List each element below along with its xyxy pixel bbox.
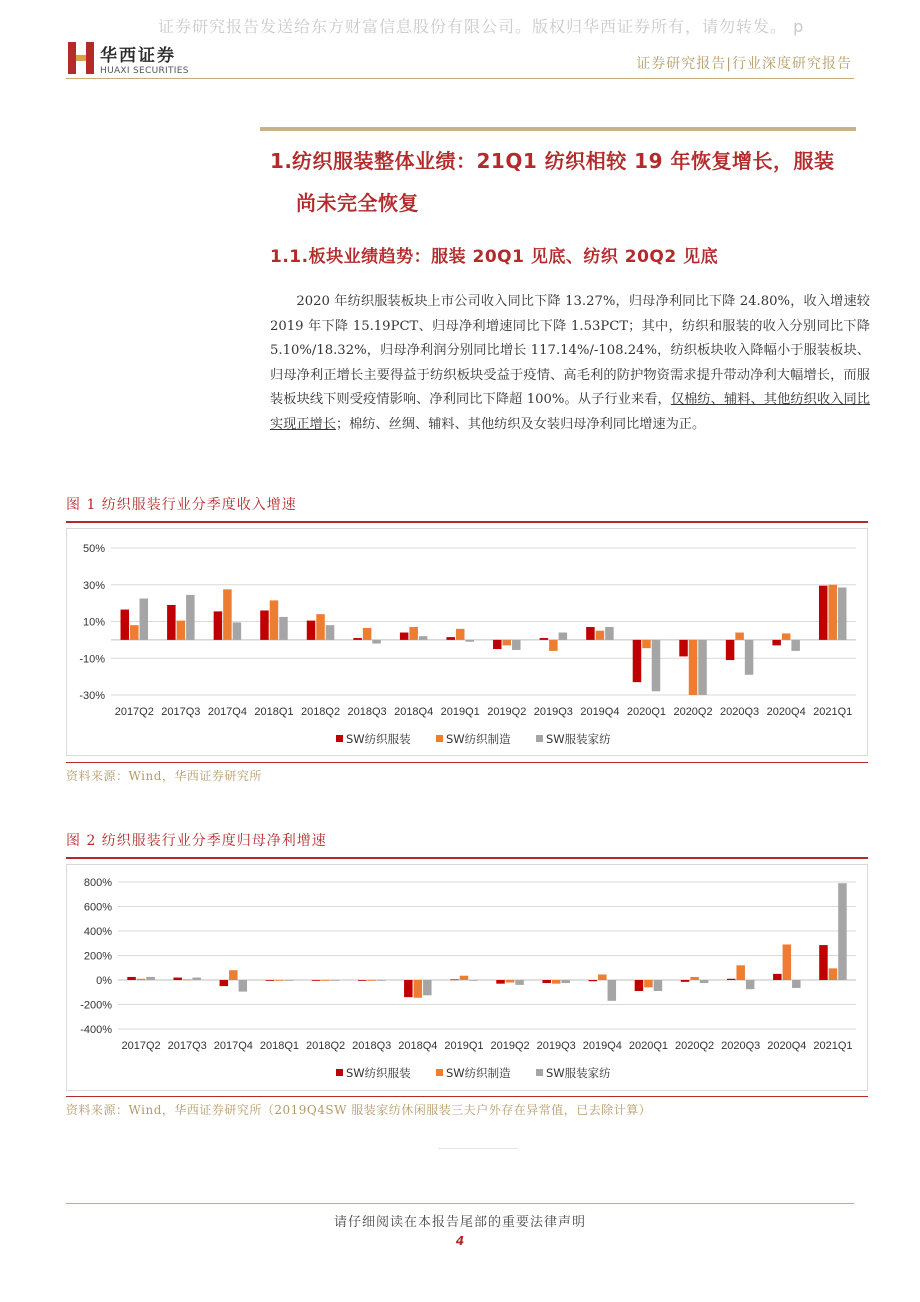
section-heading xyxy=(270,140,880,224)
fig2-bar xyxy=(423,980,432,995)
fig2-bar xyxy=(838,883,847,980)
fig1-bar xyxy=(465,640,474,642)
section-title-line1: 纺织服装整体业绩：21Q1 纺织相较 19 年恢复增长，服装 xyxy=(292,149,835,173)
fig2-ytick-label: -400% xyxy=(80,1024,112,1036)
fig1-bar xyxy=(791,640,800,651)
fig1-xtick-label: 2020Q1 xyxy=(626,706,667,718)
fig1-bar xyxy=(316,614,325,640)
fig2-xtick-label: 2019Q2 xyxy=(490,1040,530,1052)
fig2-ytick-label: -200% xyxy=(80,999,112,1012)
fig2-bar xyxy=(654,980,663,991)
fig2-bar xyxy=(542,980,551,983)
fig1-xtick-label: 2018Q1 xyxy=(254,706,294,718)
fig2-bar xyxy=(358,980,367,981)
fig1-xtick-label: 2020Q3 xyxy=(720,706,760,718)
fig2-bar xyxy=(137,979,146,980)
fig1-bar xyxy=(745,640,754,675)
section-rule xyxy=(260,127,856,131)
faint-divider xyxy=(438,1148,518,1149)
report-type: 证券研究报告|行业深度研究报告 xyxy=(636,56,852,72)
fig1-xtick-label: 2019Q3 xyxy=(533,706,573,718)
fig2-bar xyxy=(220,980,229,986)
fig1-bar xyxy=(223,589,232,640)
figure-1-source: 资料来源：Wind，华西证券研究所 xyxy=(66,769,262,783)
company-logo xyxy=(66,40,196,80)
fig2-bar xyxy=(496,980,505,984)
fig2-xtick-label: 2017Q2 xyxy=(121,1040,161,1052)
fig1-bar xyxy=(633,640,642,682)
fig2-bar xyxy=(266,980,275,981)
fig2-bar xyxy=(146,977,155,980)
fig1-bar xyxy=(372,640,381,644)
fig2-ytick-label: 400% xyxy=(83,926,112,938)
fig1-bar xyxy=(586,627,595,640)
figure-2-source: 资料来源：Wind，华西证券研究所（2019Q4SW 服装家纺休闲服装三夫户外存在异常值，已去除计算） xyxy=(66,1103,652,1117)
fig1-xtick-label: 2017Q4 xyxy=(207,706,247,718)
fig2-xtick-label: 2017Q3 xyxy=(167,1040,207,1052)
fig2-xtick-label: 2020Q3 xyxy=(721,1040,761,1052)
fig1-xtick-label: 2017Q3 xyxy=(161,706,201,718)
figure-1-title: 图 1 纺织服装行业分季度收入增速 xyxy=(66,497,297,513)
fig1-bar xyxy=(260,610,269,639)
watermark: 证券研究报告发送给东方财富信息股份有限公司。版权归华西证券所有，请勿转发。 p xyxy=(158,17,805,36)
figure-2-bottom-rule xyxy=(66,1096,868,1097)
fig2-xtick-label: 2017Q4 xyxy=(213,1040,253,1052)
fig1-xtick-label: 2017Q2 xyxy=(114,706,154,718)
fig1-bar xyxy=(307,621,316,640)
fig1-bar xyxy=(140,599,149,640)
logo-mark-icon xyxy=(66,40,96,76)
fig2-xtick-label: 2019Q1 xyxy=(444,1040,484,1052)
fig1-ytick-label: 50% xyxy=(82,543,105,555)
fig2-legend-swatch xyxy=(336,1069,343,1076)
logo-name-cn: 华西证券 xyxy=(100,46,176,66)
fig1-bar xyxy=(652,640,661,691)
fig1-bar xyxy=(642,640,651,648)
fig1-legend-label: SW服装家纺 xyxy=(546,732,611,746)
fig1-bar xyxy=(735,633,744,640)
fig1-bar xyxy=(363,628,372,640)
fig1-bar xyxy=(353,638,362,640)
fig2-ytick-label: 0% xyxy=(96,975,112,987)
fig1-bar xyxy=(446,637,455,640)
fig2-bar xyxy=(792,980,801,988)
page-number: 4 xyxy=(455,1234,465,1248)
fig1-xtick-label: 2019Q2 xyxy=(487,706,527,718)
fig1-bar xyxy=(279,617,288,640)
fig1-bar xyxy=(679,640,688,657)
fig2-bar xyxy=(173,978,182,980)
fig1-bar xyxy=(400,633,409,640)
fig1-bar xyxy=(605,627,614,640)
fig1-legend-swatch xyxy=(336,735,343,742)
body-paragraph xyxy=(270,290,870,437)
figure-2-title: 图 2 纺织服装行业分季度归母净利增速 xyxy=(66,833,327,849)
fig2-legend-swatch xyxy=(536,1069,543,1076)
fig1-xtick-label: 2020Q2 xyxy=(673,706,713,718)
fig2-bar xyxy=(469,980,478,981)
fig1-bar xyxy=(838,588,847,640)
fig1-bar xyxy=(540,638,549,640)
fig2-bar xyxy=(414,980,423,998)
fig2-xtick-label: 2018Q3 xyxy=(352,1040,392,1052)
fig2-bar xyxy=(239,980,248,992)
fig2-xtick-label: 2018Q4 xyxy=(398,1040,438,1052)
fig1-bar xyxy=(456,629,465,640)
fig1-bar xyxy=(819,586,828,640)
fig2-bar xyxy=(690,977,699,980)
fig2-bar xyxy=(829,968,838,980)
fig2-bar xyxy=(275,980,284,981)
fig1-legend-swatch xyxy=(536,735,543,742)
fig1-bar xyxy=(233,622,242,639)
fig2-bar xyxy=(561,980,570,983)
fig1-xtick-label: 2019Q4 xyxy=(580,706,620,718)
fig1-bar xyxy=(596,631,605,640)
fig1-xtick-label: 2018Q3 xyxy=(347,706,387,718)
fig2-bar xyxy=(515,980,524,985)
fig2-xtick-label: 2020Q1 xyxy=(628,1040,669,1052)
fig1-bar xyxy=(512,640,521,650)
fig2-legend-label: SW纺织服装 xyxy=(346,1066,411,1080)
fig2-ytick-label: 600% xyxy=(83,901,112,914)
fig2-legend-label: SW纺织制造 xyxy=(446,1066,511,1080)
fig2-bar xyxy=(589,980,598,981)
fig1-ytick-label: 30% xyxy=(82,579,105,592)
fig1-bar xyxy=(828,585,837,640)
fig2-xtick-label: 2021Q1 xyxy=(813,1040,853,1052)
fig2-bar xyxy=(819,945,828,980)
fig1-bar xyxy=(177,621,186,640)
fig2-bar xyxy=(183,979,192,980)
fig2-ytick-label: 800% xyxy=(83,877,112,889)
fig2-bar xyxy=(192,978,201,980)
fig1-legend-label: SW纺织制造 xyxy=(446,732,511,746)
fig2-bar xyxy=(700,980,709,983)
fig2-bar xyxy=(773,974,782,980)
footer-divider xyxy=(66,1203,854,1204)
section-number: 1. xyxy=(270,149,293,173)
fig1-xtick-label: 2018Q2 xyxy=(300,706,341,718)
fig1-bar xyxy=(214,611,223,639)
header-divider xyxy=(66,78,854,79)
fig1-bar xyxy=(726,640,735,660)
fig1-bar xyxy=(121,610,130,640)
fig1-xtick-label: 2019Q1 xyxy=(440,706,480,718)
body-main: 2020 年纺织服装板块上市公司收入同比下降 13.27%，归母净利同比下降 24.80%，收入增速较 2019 年下降 15.19PCT、归母净利增速同比下降 1.53PCT；其中，纺织和服装的收入分别同比下降 5.10%/18.32%，归母净利润分别同比增长 117.14%/-108.24%，纺织板块收入降幅小于服装板块、归母净利正增长主要得益于纺织板块受益于疫情、高毛利的防护物资需求提升带动净利大幅增长，而服装板块线下则受疫情影响、净利同比下降超 100%。从子行业来看， xyxy=(270,294,870,407)
fig1-bar xyxy=(167,605,176,640)
fig1-legend-swatch xyxy=(436,735,443,742)
fig2-bar xyxy=(681,980,690,982)
fig2-bar xyxy=(367,980,376,981)
body-tail: ；棉纺、丝绸、辅料、其他纺织及女装归母净利同比增速为正。 xyxy=(335,416,706,432)
fig2-bar xyxy=(312,980,321,981)
fig2-xtick-label: 2020Q4 xyxy=(767,1040,807,1052)
logo-name-en: HUAXI SECURITIES xyxy=(100,66,189,76)
fig1-xtick-label: 2018Q4 xyxy=(394,706,434,718)
fig2-bar xyxy=(229,970,238,980)
fig1-legend-label: SW纺织服装 xyxy=(346,732,411,746)
fig1-bar xyxy=(782,633,791,639)
fig1-bar xyxy=(130,625,139,640)
fig2-bar xyxy=(285,980,294,981)
figure-1-svg xyxy=(66,523,868,761)
fig1-bar xyxy=(503,640,512,646)
section-title-line2: 尚未完全恢复 xyxy=(296,191,419,215)
fig2-bar xyxy=(404,980,413,997)
fig1-bar xyxy=(326,625,335,640)
body-underlined: 仅棉纺、辅料、其他纺织收入同比实现正增长 xyxy=(270,392,870,432)
fig2-bar xyxy=(746,980,755,989)
fig2-bar xyxy=(727,979,736,980)
fig2-xtick-label: 2019Q3 xyxy=(536,1040,576,1052)
fig2-bar xyxy=(552,980,561,984)
fig1-bar xyxy=(270,600,279,640)
fig2-bar xyxy=(644,980,653,987)
legal-notice: 请仔细阅读在本报告尾部的重要法律声明 xyxy=(333,1215,586,1230)
fig1-bar xyxy=(409,627,418,640)
fig1-xtick-label: 2020Q4 xyxy=(766,706,806,718)
fig1-ytick-label: -10% xyxy=(79,653,105,666)
fig2-bar xyxy=(460,976,469,980)
fig1-bar xyxy=(549,640,558,651)
fig1-bar xyxy=(772,640,781,646)
fig2-bar xyxy=(598,974,607,980)
figure-1-bottom-rule xyxy=(66,762,868,763)
fig1-ytick-label: 10% xyxy=(82,616,105,629)
fig2-bar xyxy=(450,979,459,980)
fig1-bar xyxy=(698,640,707,695)
figure-1-chart xyxy=(66,523,868,761)
fig2-bar xyxy=(321,980,330,981)
fig1-ytick-label: -30% xyxy=(79,690,105,702)
fig2-bar xyxy=(736,965,745,980)
fig2-xtick-label: 2019Q4 xyxy=(582,1040,622,1052)
subsection-heading: 1.1.板块业绩趋势：服装 20Q1 见底、纺织 20Q2 见底 xyxy=(270,247,719,267)
fig2-legend-label: SW服装家纺 xyxy=(546,1066,611,1080)
fig1-bar xyxy=(559,633,568,640)
fig1-bar xyxy=(689,640,698,695)
fig2-bar xyxy=(377,980,386,981)
fig2-legend-swatch xyxy=(436,1069,443,1076)
fig1-bar xyxy=(186,595,195,640)
fig1-bar xyxy=(419,636,428,640)
figure-2-svg xyxy=(66,859,868,1094)
fig2-bar xyxy=(783,944,792,980)
fig2-bar xyxy=(608,980,617,1001)
fig2-bar xyxy=(331,980,340,981)
fig1-bar xyxy=(493,640,502,649)
figure-2-chart xyxy=(66,859,868,1094)
fig2-xtick-label: 2020Q2 xyxy=(674,1040,715,1052)
fig2-xtick-label: 2018Q2 xyxy=(305,1040,346,1052)
fig1-xtick-label: 2021Q1 xyxy=(813,706,853,718)
fig2-bar xyxy=(506,980,515,982)
fig2-ytick-label: 200% xyxy=(83,950,112,963)
fig2-xtick-label: 2018Q1 xyxy=(259,1040,300,1052)
fig2-bar xyxy=(635,980,644,991)
fig2-bar xyxy=(127,977,136,980)
